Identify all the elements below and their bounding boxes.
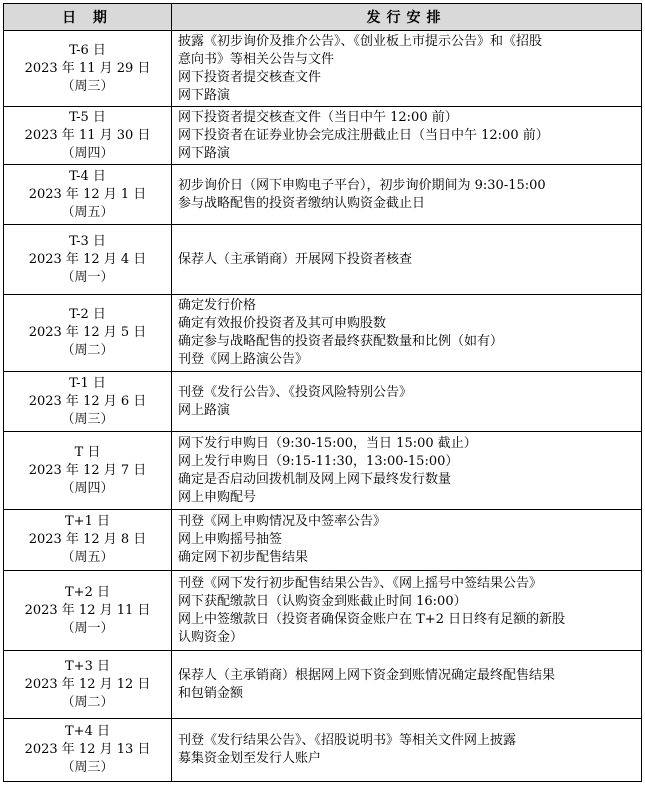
date-date: 2023 年 12 月 4 日 xyxy=(28,251,147,267)
date-column-header: 日 期 xyxy=(4,4,172,31)
plan-cell xyxy=(172,31,642,107)
date-day: T-5 日 xyxy=(69,109,106,125)
plan-line: 确定网下初步配售结果 xyxy=(178,550,309,565)
plan-line: 意向书》等相关公告与文件 xyxy=(178,51,335,67)
plan-line: 认购资金） xyxy=(178,629,244,645)
date-date: 2023 年 12 月 6 日 xyxy=(28,393,147,409)
date-day: T-2 日 xyxy=(69,307,106,322)
plan-line: 刊登《发行公告》、《投资风险特别公告》 xyxy=(178,384,413,400)
date-cell xyxy=(4,432,172,510)
plan-cell xyxy=(172,432,642,510)
date-weekday: （周二） xyxy=(61,343,114,358)
plan-line: 网下发行申购日（9:30-15:00，当日 15:00 截止） xyxy=(178,435,477,451)
date-weekday: （周二） xyxy=(61,694,114,710)
date-date: 2023 年 12 月 13 日 xyxy=(24,742,151,757)
date-day: T-4 日 xyxy=(69,168,106,184)
table-row xyxy=(4,295,642,372)
plan-line: 网上中签缴款日（投资者确保资金账户在 T+2 日日终有足额的新股 xyxy=(178,611,566,627)
date-cell xyxy=(4,165,172,225)
plan-line: 保荐人（主承销商）开展网下投资者核查 xyxy=(178,251,413,267)
table-row xyxy=(4,31,642,107)
table-row xyxy=(4,372,642,432)
table-row xyxy=(4,165,642,225)
date-cell xyxy=(4,107,172,165)
plan-cell xyxy=(172,372,642,432)
table-row xyxy=(4,651,642,719)
plan-line: 披露《初步询价及推介公告》、《创业板上市提示公告》和《招股 xyxy=(178,33,543,49)
table-body xyxy=(4,31,642,782)
plan-line: 网上申购配号 xyxy=(178,489,257,505)
date-date: 2023 年 11 月 30 日 xyxy=(24,127,151,143)
table-row xyxy=(4,432,642,510)
date-cell xyxy=(4,719,172,782)
date-day: T+4 日 xyxy=(65,724,110,739)
date-date: 2023 年 12 月 5 日 xyxy=(28,325,147,340)
plan-cell xyxy=(172,107,642,165)
date-date: 2023 年 11 月 29 日 xyxy=(24,60,151,76)
plan-line: 刊登《网上申购情况及中签率公告》 xyxy=(178,514,387,529)
plan-line: 网下投资者提交核查文件（当日中午 12:00 前） xyxy=(178,109,458,125)
table-row xyxy=(4,107,642,165)
date-day: T+3 日 xyxy=(65,658,110,674)
plan-line: 网下投资者在证券业协会完成注册截止日（当日中午 12:00 前） xyxy=(178,127,549,143)
date-weekday: （周一） xyxy=(61,620,114,636)
plan-line: 确定发行价格 xyxy=(178,298,257,313)
table-row xyxy=(4,571,642,651)
date-cell xyxy=(4,225,172,295)
date-cell xyxy=(4,510,172,571)
plan-line: 网下投资者提交核查文件 xyxy=(178,69,322,85)
date-cell xyxy=(4,571,172,651)
date-cell xyxy=(4,31,172,107)
plan-line: 确定是否启动回拨机制及网上网下最终发行数量 xyxy=(178,471,452,487)
plan-line: 网下路演 xyxy=(178,145,231,161)
date-weekday: （周三） xyxy=(61,411,114,427)
date-weekday: （周一） xyxy=(61,269,114,285)
plan-cell xyxy=(172,165,642,225)
plan-line: 和包销金额 xyxy=(178,685,244,701)
issuance-schedule-table xyxy=(3,3,642,782)
date-date: 2023 年 12 月 8 日 xyxy=(28,532,147,547)
date-date: 2023 年 12 月 12 日 xyxy=(24,676,151,692)
plan-line: 确定参与战略配售的投资者最终获配数量和比例（如有） xyxy=(178,334,504,349)
date-weekday: （周四） xyxy=(61,480,114,496)
plan-line: 网下路演 xyxy=(178,87,231,103)
plan-line: 刊登《发行结果公告》、《招股说明书》等相关文件网上披露 xyxy=(178,733,517,748)
plan-line: 刊登《网上路演公告》 xyxy=(178,352,309,367)
plan-cell xyxy=(172,719,642,782)
date-date: 2023 年 12 月 11 日 xyxy=(24,602,151,618)
plan-line: 保荐人（主承销商）根据网上网下资金到账情况确定最终配售结果 xyxy=(178,667,556,683)
plan-cell xyxy=(172,295,642,372)
table-row xyxy=(4,510,642,571)
plan-line: 初步询价日（网下申购电子平台），初步询价期间为 9:30-15:00 xyxy=(178,177,546,193)
date-day: T+1 日 xyxy=(65,514,110,529)
plan-line: 网下获配缴款日（认购资金到账截止时间 16:00） xyxy=(178,593,467,609)
plan-line: 募集资金划至发行人账户 xyxy=(178,751,322,766)
date-weekday: （周五） xyxy=(61,204,114,220)
plan-line: 网上发行申购日（9:15-11:30，13:00-15:00） xyxy=(178,453,459,469)
plan-line: 确定有效报价投资者及其可申购股数 xyxy=(178,316,387,331)
date-day: T-6 日 xyxy=(69,42,106,58)
plan-line: 刊登《网下发行初步配售结果公告》、《网上摇号中签结果公告》 xyxy=(178,575,543,591)
date-date: 2023 年 12 月 1 日 xyxy=(28,186,147,202)
date-cell xyxy=(4,295,172,372)
plan-cell xyxy=(172,651,642,719)
plan-cell xyxy=(172,571,642,651)
plan-cell xyxy=(172,225,642,295)
plan-line: 参与战略配售的投资者缴纳认购资金截止日 xyxy=(178,195,426,211)
date-day: T 日 xyxy=(74,444,101,460)
date-day: T-1 日 xyxy=(69,375,106,391)
table-row xyxy=(4,225,642,295)
schedule-table-container xyxy=(3,3,641,782)
plan-cell xyxy=(172,510,642,571)
date-cell xyxy=(4,651,172,719)
plan-line: 网上路演 xyxy=(178,402,231,418)
table-row xyxy=(4,719,642,782)
date-weekday: （周三） xyxy=(61,760,114,775)
plan-column-header: 发行安排 xyxy=(172,4,642,31)
date-cell xyxy=(4,372,172,432)
date-date: 2023 年 12 月 7 日 xyxy=(28,462,147,478)
date-weekday: （周五） xyxy=(61,550,114,565)
date-weekday: （周四） xyxy=(61,145,114,161)
date-weekday: （周三） xyxy=(61,78,114,94)
date-day: T-3 日 xyxy=(69,233,106,249)
table-header-row xyxy=(4,4,642,31)
plan-line: 网上申购摇号抽签 xyxy=(178,532,283,547)
date-day: T+2 日 xyxy=(65,584,110,600)
